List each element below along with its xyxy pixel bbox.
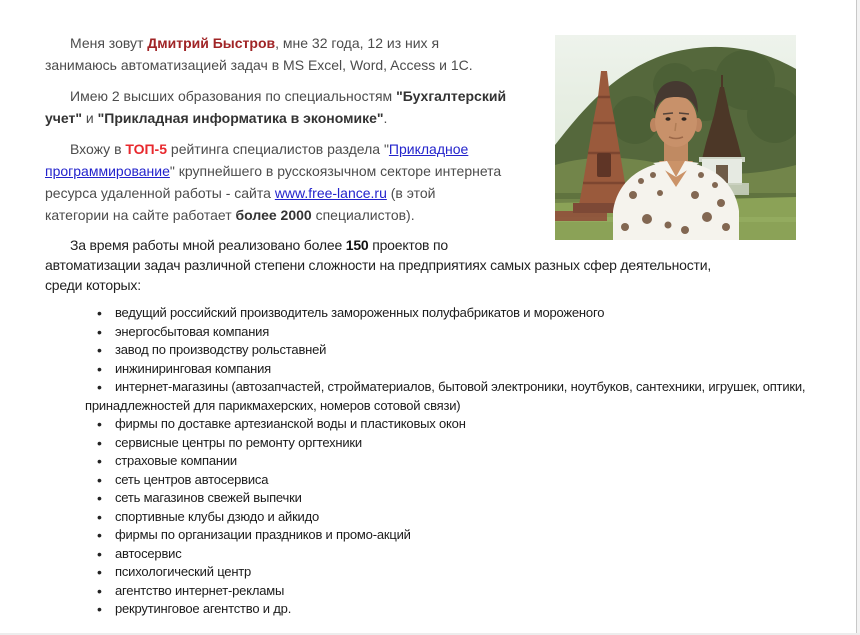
- text-run: автоматизации задач различной степени сложности на предприятиях самых разных сфер деятельности,: [45, 257, 712, 273]
- text-run: За время работы мной реализовано более: [70, 237, 346, 253]
- sector-item: • рекрутинговое агентство и др.: [85, 600, 838, 619]
- sector-item: • фирмы по доставке артезианской воды и пластиковых окон: [85, 415, 838, 434]
- person-name: Дмитрий Быстров: [147, 35, 276, 51]
- projects-paragraph: [45, 235, 838, 295]
- text-run: Имею 2 высших образования по специальностям: [70, 88, 397, 104]
- sector-item: • сеть магазинов свежей выпечки: [85, 489, 838, 508]
- sector-item: • страховые компании: [85, 452, 838, 471]
- applied-programming-link[interactable]: Прикладное: [388, 141, 469, 157]
- text-run: и: [82, 110, 98, 126]
- text-run: " крупнейшего в русскоязычном секторе интернета: [169, 163, 502, 179]
- text-run: Меня зовут: [70, 35, 148, 51]
- profile-photo: [555, 35, 796, 240]
- projects-count: 150: [345, 237, 369, 253]
- degree-accounting: "Бухгалтерский: [396, 88, 507, 104]
- text-run: ресурса удаленной работы - сайта: [45, 185, 275, 201]
- sector-item: • энергосбытовая компания: [85, 323, 838, 342]
- text-run: занимаюсь автоматизацией задач в MS Excel, Word, Access и 1С.: [45, 57, 473, 73]
- applied-programming-link-cont[interactable]: программирование: [45, 163, 170, 179]
- text-run: Вхожу в: [70, 141, 126, 157]
- freelance-site-link[interactable]: www.free-lance.ru: [274, 185, 387, 201]
- text-run: рейтинга специалистов раздела ": [167, 141, 389, 157]
- degree-informatics: "Прикладная информатика в экономике": [97, 110, 384, 126]
- sector-item: • сеть центров автосервиса: [85, 471, 838, 490]
- text-run: проектов по: [368, 237, 448, 253]
- sector-item: • автосервис: [85, 545, 838, 564]
- sector-item: • спортивные клубы дзюдо и айкидо: [85, 508, 838, 527]
- sector-item: • интернет-магазины (автозапчастей, стройматериалов, бытовой электроники, ноутбуков, сантехники, игрушек, оптики, принадлежностей для парикмахерских, номеров сотовой связи): [85, 378, 838, 415]
- sector-item: • фирмы по организации праздников и промо-акций: [85, 526, 838, 545]
- degree-accounting-cont: учет": [45, 110, 83, 126]
- text-run: , мне 32 года, 12 из них я: [275, 35, 440, 51]
- specialists-count: более 2000: [235, 207, 312, 223]
- text-run: категории на сайте работает: [45, 207, 236, 223]
- text-run: среди которых:: [45, 277, 141, 293]
- sector-item: • ведущий российский производитель замороженных полуфабрикатов и мороженого: [85, 304, 838, 323]
- text-run: (в этой: [386, 185, 436, 201]
- sector-item: • психологический центр: [85, 563, 838, 582]
- sectors-list: [85, 304, 838, 619]
- text-run: специалистов).: [311, 207, 415, 223]
- page-right-border: [856, 0, 860, 633]
- sector-item: • агентство интернет-рекламы: [85, 582, 838, 601]
- sector-item: • завод по производству рольставней: [85, 341, 838, 360]
- text-run: .: [383, 110, 388, 126]
- sector-item: • инжиниринговая компания: [85, 360, 838, 379]
- profile-photo-art: [555, 35, 796, 240]
- sector-item: • сервисные центры по ремонту оргтехники: [85, 434, 838, 453]
- top5-badge: ТОП-5: [125, 141, 168, 157]
